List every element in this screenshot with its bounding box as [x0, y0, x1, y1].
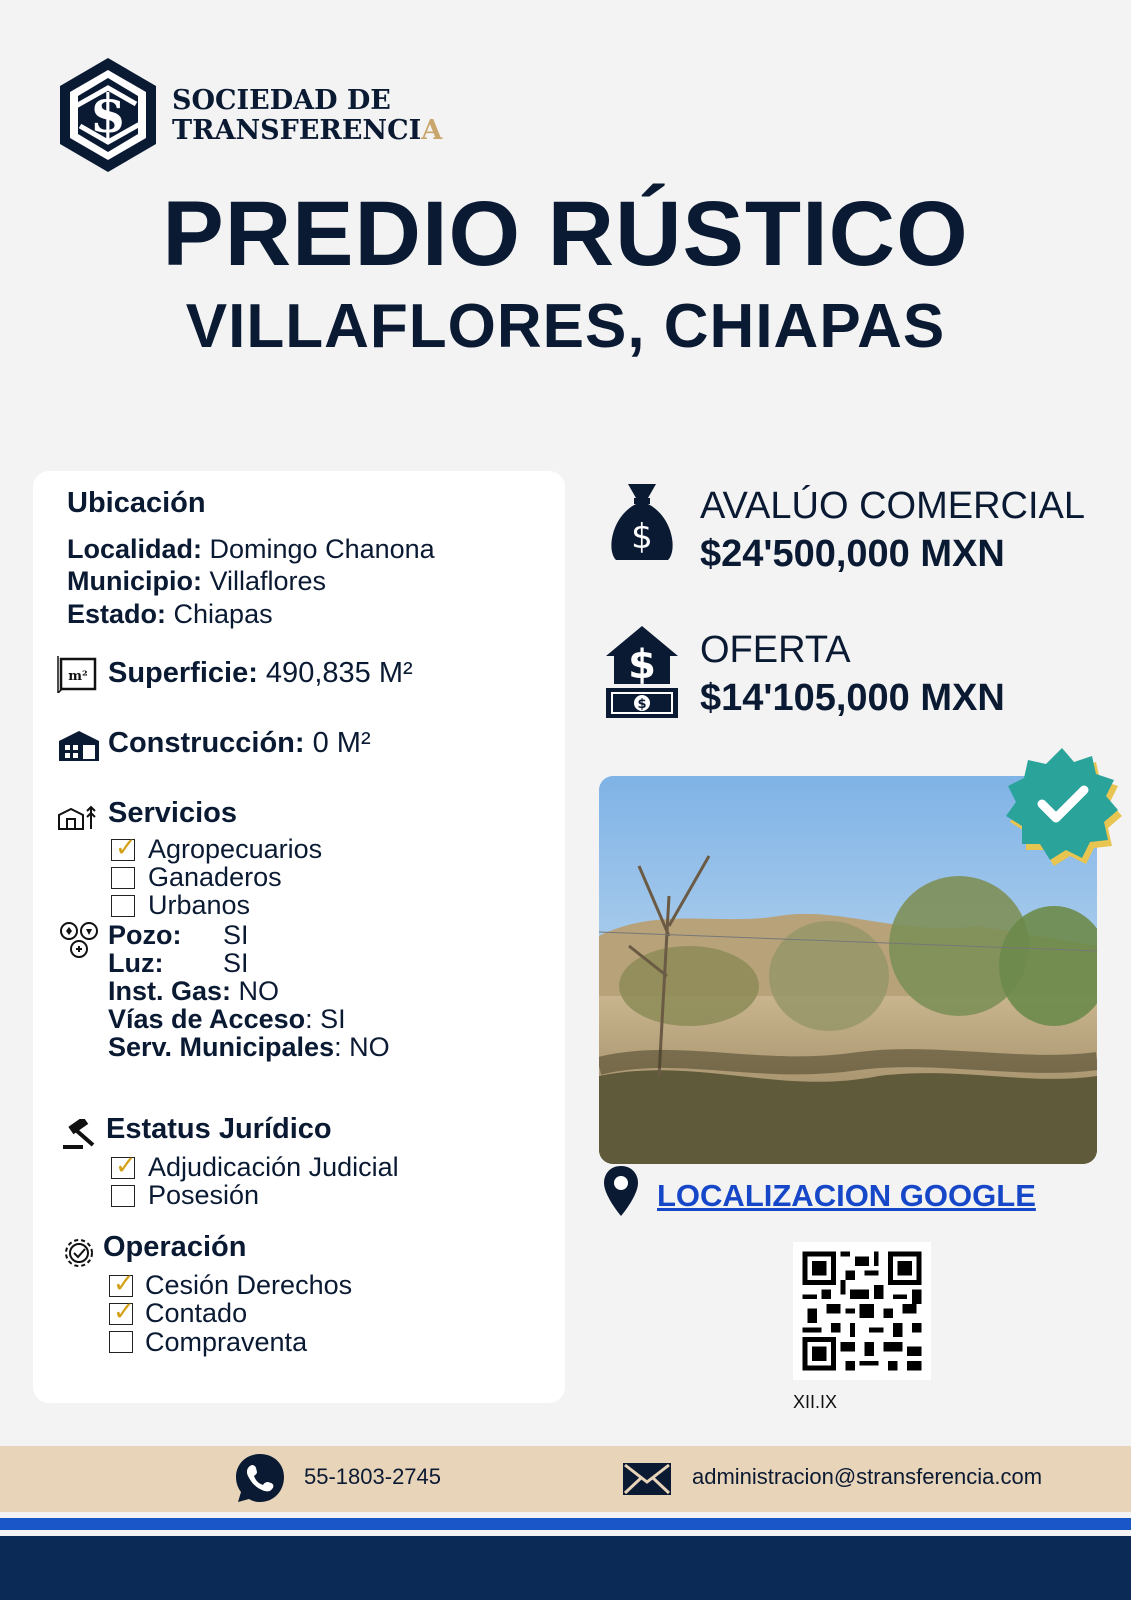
utility-label-luz: Luz:: [108, 948, 164, 978]
page-subtitle: VILLAFLORES, CHIAPAS: [185, 292, 946, 361]
utility-label-pozo: Pozo:: [108, 920, 182, 950]
offer-label: OFERTA: [700, 629, 851, 671]
services-heading: Servicios: [108, 797, 237, 829]
operation-heading: Operación: [103, 1231, 247, 1263]
service-label-ganaderos: Ganaderos: [148, 862, 282, 892]
utilities-icon: [59, 921, 99, 959]
utility-row-vias: Vías de Acceso: SI: [108, 1004, 346, 1034]
service-checkbox-agropecuarios[interactable]: ✓: [111, 839, 135, 861]
appraisal-label: AVALÚO COMERCIAL: [700, 485, 1086, 527]
municipio-row: Municipio: Villaflores: [67, 566, 327, 596]
legal-checkbox-adjudicacion[interactable]: ✓: [111, 1157, 135, 1179]
svg-text:$: $: [631, 517, 653, 557]
money-bag-icon: [606, 480, 678, 566]
contact-email[interactable]: administracion@stransferencia.com: [692, 1464, 1043, 1489]
email-icon: [622, 1462, 672, 1496]
company-logo: [56, 56, 160, 174]
appraisal-value: $24'500,000 MXN: [700, 533, 1005, 575]
construction-row: Construcción: 0 M²: [108, 727, 371, 759]
offer-value: $14'105,000 MXN: [700, 677, 1005, 719]
gavel-icon: [61, 1119, 97, 1151]
legal-heading: Estatus Jurídico: [106, 1113, 332, 1145]
operation-label-cesion: Cesión Derechos: [145, 1270, 353, 1300]
service-label-agropecuarios: Agropecuarios: [148, 834, 323, 864]
building-icon: [57, 729, 101, 763]
property-details-card: [33, 471, 565, 1403]
phone-icon: [234, 1452, 286, 1504]
operation-checkbox-cesion[interactable]: ✓: [109, 1275, 133, 1297]
estado-row: Estado: Chiapas: [67, 599, 273, 629]
legal-label-posesion: Posesión: [148, 1180, 260, 1210]
service-checkbox-urbanos[interactable]: [111, 895, 135, 917]
utility-row-gas: Inst. Gas: NO: [108, 976, 280, 1006]
operation-checkbox-compraventa[interactable]: [109, 1331, 133, 1353]
qr-caption: XII.IX: [793, 1392, 838, 1412]
contact-phone[interactable]: 55-1803-2745: [304, 1464, 442, 1489]
m2-area-icon: [57, 655, 99, 693]
logo-dollar-symbol: $: [89, 84, 127, 145]
svg-text:$: $: [628, 642, 656, 688]
svg-text:$: $: [637, 697, 647, 712]
service-label-urbanos: Urbanos: [148, 890, 251, 920]
company-name: [172, 86, 442, 146]
operation-label-compraventa: Compraventa: [145, 1327, 308, 1357]
google-location-link[interactable]: LOCALIZACION GOOGLE: [657, 1178, 1036, 1213]
surface-row: Superficie: 490,835 M²: [108, 657, 413, 689]
legal-checkbox-posesion[interactable]: [111, 1185, 135, 1207]
company-name-line2: TRANSFERENCIA: [172, 115, 443, 146]
gear-check-icon: [63, 1237, 97, 1269]
operation-checkbox-contado[interactable]: ✓: [109, 1303, 133, 1325]
farm-icon: [57, 801, 101, 831]
qr-code[interactable]: [793, 1242, 931, 1380]
footer-stripe: [0, 1518, 1131, 1530]
location-pin-icon: [602, 1164, 640, 1218]
company-name-line1: SOCIEDAD DE: [172, 85, 391, 116]
footer-bar: [0, 1536, 1131, 1600]
operation-label-contado: Contado: [145, 1298, 248, 1328]
page-title: PREDIO RÚSTICO: [162, 183, 969, 285]
service-checkbox-ganaderos[interactable]: [111, 867, 135, 889]
legal-label-adjudicacion: Adjudicación Judicial: [148, 1152, 399, 1182]
utility-value-luz: SI: [223, 948, 249, 978]
localidad-row: Localidad: Domingo Chanona: [67, 534, 435, 564]
svg-text:m²: m²: [68, 669, 88, 684]
verified-badge-icon: [1000, 744, 1124, 868]
utility-value-pozo: SI: [223, 920, 249, 950]
house-money-icon: [602, 622, 682, 722]
utility-row-municipales: Serv. Municipales: NO: [108, 1032, 390, 1062]
location-heading: Ubicación: [67, 487, 206, 519]
